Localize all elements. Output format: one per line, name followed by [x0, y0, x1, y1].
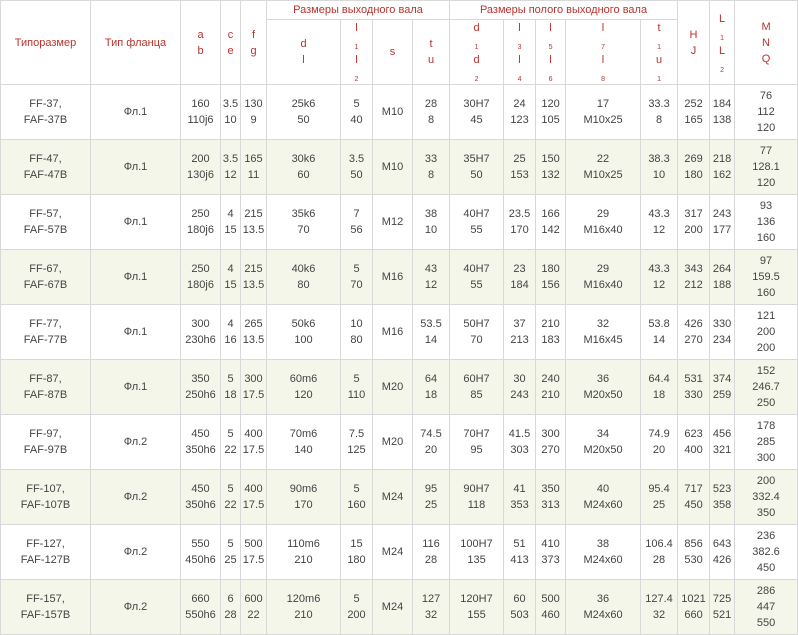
cell-l5l6: 180 156 [536, 250, 566, 305]
cell-l7l8: 32 M16x45 [566, 305, 641, 360]
cell-l7l8: 17 M10x25 [566, 85, 641, 140]
cell-fg: 165 11 [241, 140, 267, 195]
cell-type: FF-37, FAF-37B [1, 85, 91, 140]
cell-flange: Фл.1 [91, 250, 181, 305]
cell-ce: 5 25 [221, 525, 241, 580]
cell-s: M16 [373, 305, 413, 360]
cell-l1l2: 523 358 [710, 470, 735, 525]
cell-mnq: 76 112 120 [735, 85, 798, 140]
cell-hj: 252 165 [678, 85, 710, 140]
header-l3l4: l $_3$ l $_4$ [504, 20, 536, 85]
cell-flange: Фл.2 [91, 415, 181, 470]
cell-l5l6: 410 373 [536, 525, 566, 580]
table-row [1, 85, 798, 140]
cell-l5l6: 500 460 [536, 580, 566, 635]
cell-mnq: 200 332.4 350 [735, 470, 798, 525]
cell-flange: Фл.2 [91, 470, 181, 525]
header-ce: c e [221, 1, 241, 85]
table-body [1, 85, 798, 635]
cell-l3l4: 30 243 [504, 360, 536, 415]
cell-l5l6: 210 183 [536, 305, 566, 360]
cell-s: M24 [373, 580, 413, 635]
cell-t1u1: 43.3 12 [641, 250, 678, 305]
cell-ce: 4 16 [221, 305, 241, 360]
table-row [1, 360, 798, 415]
cell-l1l2: 725 521 [710, 580, 735, 635]
cell-fg: 265 13.5 [241, 305, 267, 360]
cell-l7l8: 36 M24x60 [566, 580, 641, 635]
cell-type: FF-157, FAF-157B [1, 580, 91, 635]
cell-d1d2: 30H7 45 [450, 85, 504, 140]
cell-mnq: 152 246.7 250 [735, 360, 798, 415]
header-L1L2: L $_1$ L $_2$ [710, 1, 735, 85]
cell-d1d2: 70H7 95 [450, 415, 504, 470]
cell-ab: 450 350h6 [181, 470, 221, 525]
header-d1d2: d $_1$ d $_2$ [450, 20, 504, 85]
cell-d1d2: 40H7 55 [450, 250, 504, 305]
cell-fg: 300 17.5 [241, 360, 267, 415]
cell-t1u1: 33.3 8 [641, 85, 678, 140]
header-t1u1: t $_1$ u $_1$ [641, 20, 678, 85]
cell-flange: Фл.1 [91, 140, 181, 195]
cell-d1d2: 100H7 135 [450, 525, 504, 580]
cell-fg: 500 17.5 [241, 525, 267, 580]
cell-s: M24 [373, 470, 413, 525]
cell-fg: 400 17.5 [241, 415, 267, 470]
cell-tu: 127 32 [413, 580, 450, 635]
cell-hj: 1021 660 [678, 580, 710, 635]
cell-ce: 4 15 [221, 250, 241, 305]
table-row [1, 580, 798, 635]
cell-l3l4: 23.5 170 [504, 195, 536, 250]
cell-fg: 400 17.5 [241, 470, 267, 525]
cell-dl: 120m6 210 [267, 580, 341, 635]
table-row [1, 195, 798, 250]
cell-t1u1: 53.8 14 [641, 305, 678, 360]
cell-l5l6: 350 313 [536, 470, 566, 525]
cell-dl: 90m6 170 [267, 470, 341, 525]
cell-s: M12 [373, 195, 413, 250]
header-mnq: M N Q [735, 1, 798, 85]
cell-ab: 300 230h6 [181, 305, 221, 360]
cell-l1l2: 5 40 [341, 85, 373, 140]
cell-ab: 250 180j6 [181, 195, 221, 250]
cell-t1u1: 95.4 25 [641, 470, 678, 525]
cell-type: FF-87, FAF-87B [1, 360, 91, 415]
header-s: s [373, 20, 413, 85]
cell-s: M20 [373, 360, 413, 415]
cell-hj: 426 270 [678, 305, 710, 360]
table-header [1, 1, 798, 85]
cell-ab: 160 110j6 [181, 85, 221, 140]
cell-flange: Фл.2 [91, 580, 181, 635]
cell-l1l2: 330 234 [710, 305, 735, 360]
cell-l3l4: 25 153 [504, 140, 536, 195]
cell-t1u1: 43.3 12 [641, 195, 678, 250]
cell-ab: 450 350h6 [181, 415, 221, 470]
cell-tu: 38 10 [413, 195, 450, 250]
cell-d1d2: 35H7 50 [450, 140, 504, 195]
cell-type: FF-107, FAF-107B [1, 470, 91, 525]
table-row [1, 415, 798, 470]
cell-type: FF-57, FAF-57B [1, 195, 91, 250]
cell-fg: 130 9 [241, 85, 267, 140]
cell-d1d2: 120H7 155 [450, 580, 504, 635]
cell-ce: 3.5 12 [221, 140, 241, 195]
cell-tu: 28 8 [413, 85, 450, 140]
cell-l1l2: 7 56 [341, 195, 373, 250]
header-l7l8: l $_7$ l $_8$ [566, 20, 641, 85]
cell-ce: 5 18 [221, 360, 241, 415]
header-l5l6: l $_5$ l $_6$ [536, 20, 566, 85]
cell-l1l2: 5 200 [341, 580, 373, 635]
cell-mnq: 178 285 300 [735, 415, 798, 470]
cell-type: FF-47, FAF-47B [1, 140, 91, 195]
cell-s: M16 [373, 250, 413, 305]
cell-l3l4: 41.5 303 [504, 415, 536, 470]
cell-hj: 717 450 [678, 470, 710, 525]
cell-mnq: 286 447 550 [735, 580, 798, 635]
cell-dl: 40k6 80 [267, 250, 341, 305]
cell-t1u1: 127.4 32 [641, 580, 678, 635]
cell-l7l8: 29 M16x40 [566, 195, 641, 250]
cell-l7l8: 38 M24x60 [566, 525, 641, 580]
cell-s: M10 [373, 85, 413, 140]
cell-dl: 60m6 120 [267, 360, 341, 415]
cell-l7l8: 22 M10x25 [566, 140, 641, 195]
cell-l1l2: 456 321 [710, 415, 735, 470]
cell-d1d2: 60H7 85 [450, 360, 504, 415]
cell-l1l2: 7.5 125 [341, 415, 373, 470]
cell-ce: 4 15 [221, 195, 241, 250]
header-output-shaft-group: Размеры выходного вала [267, 1, 450, 20]
header-ab: a b [181, 1, 221, 85]
cell-tu: 53.5 14 [413, 305, 450, 360]
cell-fg: 215 13.5 [241, 195, 267, 250]
cell-d1d2: 40H7 55 [450, 195, 504, 250]
cell-l1l2: 10 80 [341, 305, 373, 360]
table-row [1, 250, 798, 305]
cell-t1u1: 106.4 28 [641, 525, 678, 580]
cell-l1l2: 643 426 [710, 525, 735, 580]
header-dl: d l [267, 20, 341, 85]
cell-l1l2: 15 180 [341, 525, 373, 580]
cell-l5l6: 300 270 [536, 415, 566, 470]
cell-fg: 215 13.5 [241, 250, 267, 305]
cell-dl: 70m6 140 [267, 415, 341, 470]
cell-dl: 35k6 70 [267, 195, 341, 250]
cell-l5l6: 120 105 [536, 85, 566, 140]
cell-d1d2: 50H7 70 [450, 305, 504, 360]
cell-l1l2: 5 110 [341, 360, 373, 415]
cell-l1l2: 3.5 50 [341, 140, 373, 195]
cell-s: M24 [373, 525, 413, 580]
cell-s: M20 [373, 415, 413, 470]
table-row [1, 140, 798, 195]
header-hollow-shaft-group: Размеры полого выходного вала [450, 1, 678, 20]
cell-flange: Фл.1 [91, 85, 181, 140]
cell-mnq: 236 382.6 450 [735, 525, 798, 580]
cell-ab: 250 180j6 [181, 250, 221, 305]
cell-t1u1: 38.3 10 [641, 140, 678, 195]
cell-type: FF-97, FAF-97B [1, 415, 91, 470]
cell-type: FF-77, FAF-77B [1, 305, 91, 360]
cell-l3l4: 60 503 [504, 580, 536, 635]
cell-l3l4: 51 413 [504, 525, 536, 580]
cell-l1l2: 264 188 [710, 250, 735, 305]
cell-flange: Фл.1 [91, 305, 181, 360]
cell-l5l6: 166 142 [536, 195, 566, 250]
cell-hj: 343 212 [678, 250, 710, 305]
cell-l1l2: 374 259 [710, 360, 735, 415]
cell-ce: 6 28 [221, 580, 241, 635]
cell-l3l4: 23 184 [504, 250, 536, 305]
cell-dl: 25k6 50 [267, 85, 341, 140]
cell-l7l8: 40 M24x60 [566, 470, 641, 525]
cell-ce: 5 22 [221, 470, 241, 525]
cell-hj: 531 330 [678, 360, 710, 415]
cell-ab: 350 250h6 [181, 360, 221, 415]
header-l1l2: l $_1$ l $_2$ [341, 20, 373, 85]
cell-tu: 74.5 20 [413, 415, 450, 470]
cell-t1u1: 74.9 20 [641, 415, 678, 470]
cell-hj: 317 200 [678, 195, 710, 250]
cell-l1l2: 5 70 [341, 250, 373, 305]
cell-tu: 64 18 [413, 360, 450, 415]
cell-dl: 30k6 60 [267, 140, 341, 195]
cell-tu: 43 12 [413, 250, 450, 305]
cell-flange: Фл.1 [91, 195, 181, 250]
header-flange: Тип фланца [91, 1, 181, 85]
cell-l7l8: 29 M16x40 [566, 250, 641, 305]
cell-type: FF-127, FAF-127B [1, 525, 91, 580]
cell-l1l2: 218 162 [710, 140, 735, 195]
header-type: Типоразмер [1, 1, 91, 85]
cell-t1u1: 64.4 18 [641, 360, 678, 415]
cell-l1l2: 5 160 [341, 470, 373, 525]
cell-d1d2: 90H7 118 [450, 470, 504, 525]
header-fg: f g [241, 1, 267, 85]
cell-l3l4: 24 123 [504, 85, 536, 140]
cell-hj: 856 530 [678, 525, 710, 580]
cell-flange: Фл.2 [91, 525, 181, 580]
table-row [1, 525, 798, 580]
cell-ce: 3.5 10 [221, 85, 241, 140]
table-row [1, 305, 798, 360]
cell-l3l4: 41 353 [504, 470, 536, 525]
cell-ab: 550 450h6 [181, 525, 221, 580]
cell-dl: 50k6 100 [267, 305, 341, 360]
cell-type: FF-67, FAF-67B [1, 250, 91, 305]
cell-ab: 660 550h6 [181, 580, 221, 635]
cell-l3l4: 37 213 [504, 305, 536, 360]
cell-hj: 623 400 [678, 415, 710, 470]
cell-dl: 110m6 210 [267, 525, 341, 580]
cell-ab: 200 130j6 [181, 140, 221, 195]
cell-hj: 269 180 [678, 140, 710, 195]
cell-mnq: 93 136 160 [735, 195, 798, 250]
cell-fg: 600 22 [241, 580, 267, 635]
cell-mnq: 77 128.1 120 [735, 140, 798, 195]
cell-l5l6: 150 132 [536, 140, 566, 195]
cell-l7l8: 36 M20x50 [566, 360, 641, 415]
cell-l7l8: 34 M20x50 [566, 415, 641, 470]
cell-l1l2: 184 138 [710, 85, 735, 140]
cell-mnq: 97 159.5 160 [735, 250, 798, 305]
cell-l5l6: 240 210 [536, 360, 566, 415]
cell-l1l2: 243 177 [710, 195, 735, 250]
table-row [1, 470, 798, 525]
cell-ce: 5 22 [221, 415, 241, 470]
cell-tu: 116 28 [413, 525, 450, 580]
cell-flange: Фл.1 [91, 360, 181, 415]
cell-tu: 95 25 [413, 470, 450, 525]
cell-s: M10 [373, 140, 413, 195]
header-tu: t u [413, 20, 450, 85]
cell-mnq: 121 200 200 [735, 305, 798, 360]
header-hj: H J [678, 1, 710, 85]
cell-tu: 33 8 [413, 140, 450, 195]
